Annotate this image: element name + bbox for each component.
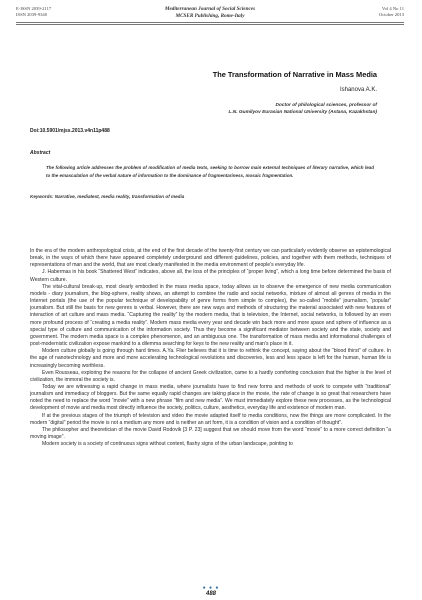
body-paragraph: Modern culture globally is going through hard times. A.Ya. Flier believes that it is time to rethink the concept, saying about the “blood thirst” of culture. In the age of nanotechnology and more and more accelerating technological revolutions and discoveries, less and less space is left for the human, human life is increasingly becoming worthless. — [30, 348, 391, 369]
journal-name-block — [16, 6, 404, 20]
author-affiliation — [229, 102, 377, 116]
footer-dots-ornament: ● ● ● — [202, 585, 220, 591]
article-title: The Transformation of Narrative in Mass Media — [212, 70, 377, 79]
body-paragraph: If at the previous stages of the triumph of television and video the movie adapted itself to media conditions, now the things are more complicated. In the modern “digital” period the movie is not a medium any more and is neither an art form, it is a condition of vision and a condition of thought”. — [30, 412, 391, 426]
e-issn: E-ISSN 2039-2117 — [16, 6, 52, 11]
abstract-heading: Abstract — [30, 150, 51, 156]
affiliation-line-2: L.N. Gumilyov Eurasian National University (Astana, Kazakhstan) — [228, 110, 377, 115]
body-paragraph: Modern society is a society of continuous signs without content, flashy signs of the urban landscape, pointing to — [42, 441, 293, 448]
issue-date: October 2013 — [378, 12, 404, 17]
publisher: MCSER Publishing, Rome-Italy — [175, 13, 245, 19]
body-paragraph: Today we are witnessing a rapid change in mass media, where journalists have to find new forms and methods of work to compete with “traditional” journalism and immediacy of bloggers. But the same equally rapid changes are taking place in the movie, the rate of change is so great that researchers have noted the need to replace the word “movie” with a new phrase “film and new media”. We must immediately explore these new processes, as the technological development of movie and media most directly influence the society, politics, culture, aesthetics, everyday life and existence of modern man. — [30, 383, 391, 412]
journal-name: Mediterranean Journal of Social Sciences — [164, 6, 256, 12]
journal-header — [16, 6, 404, 36]
body-paragraph: J. Habermas in his book “Shattered West” indicates, above all, the loss of the principles of “proper living”, which a long time before determined the basis of Western culture. — [30, 269, 391, 283]
page-number: 488 — [205, 591, 216, 597]
volume-block — [379, 6, 404, 18]
volume: Vol 4 No 11 — [381, 6, 404, 11]
article-body — [30, 248, 391, 448]
abstract-text: The following article addresses the problem of modification of media texts, seeking to borrow main external techniques of literary narrative, which lead to the emasculation of the verbal nature of information to the dominance of fragmentariness, mosaic fragmentation. — [46, 165, 374, 178]
body-paragraph: The vital-cultural break-up, most clearly embodied in the mass media space, today allows us to observe the emergence of new media communication models - diary journalism, the blog-sphere, reality shows, an attempt to combine the radio and social networks, mixture of almost all genres of media in the Internet portals (the use of the popular technique of developability of genre forms from simple to complex), the so-called “mobile” journalism, “popular” journalism. But still the basis for new genres is verbal. However, there are new ways and methods of structuring the material associated with new features of interaction of art culture and mass media. “Capturing the reality” by the modern media, that is television, the Internet, social networks, is followed by an even more profound process of “creating a media reality”. Modern mass media every year and decade win back more and more space and sphere of influence as a special type of culture and communication of the information society. Thus they become a significant mediator between society and the state, society and government. The modern media space is a complex phenomenon, and an ambiguous one. The transformation of mass media and informational challenges of post-modernistic civilization expose mankind to a dilemma searching for keys to the new reality and man's place in it. — [30, 283, 391, 348]
body-paragraph: The philosopher and theoretician of the movie David Rodovik [3 P. 23] suggest that we should move from the word “movie” to a more correct definition “a moving image”. — [30, 426, 391, 441]
body-paragraph: Even Rousseau, exploring the reasons for the collapse of ancient Greek civilization, came to a hardly comforting conclusion that the higher is the level of civilization, the immoral the society is. — [30, 369, 391, 383]
body-paragraph: In the era of the modern anthropological crisis, at the end of the first decade of the twenty-first century we can particularly evidently observe an epistemological break, in the ways of which there have appeared completely underground and different guidelines, policies, and together with them methods, techniques of representations of man and the world, that are most clearly manifested in the media environment of people's everyday life. — [30, 248, 391, 269]
header-rule-bottom — [16, 24, 404, 25]
p-issn: ISSN 2039-9340 — [16, 12, 48, 17]
doi: Doi:10.5901/mjss.2013.v4n11p488 — [30, 128, 110, 134]
author-name: Ishanova A.K. — [339, 87, 377, 93]
header-rule-top — [16, 22, 404, 23]
affiliation-line-1: Doctor of philological sciences, professor of — [275, 103, 377, 108]
keywords: Keywords: Narrative, mediatext, media reality, transformation of media — [30, 194, 185, 199]
